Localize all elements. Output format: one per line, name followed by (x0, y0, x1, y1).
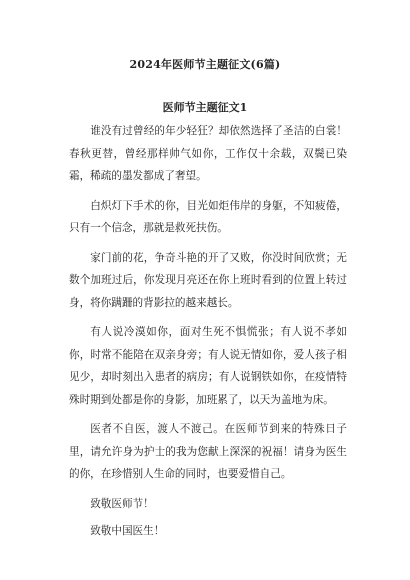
section-title: 医师节主题征文1 (162, 101, 248, 114)
closing-line: 致敬中国医生！ (90, 525, 165, 537)
closing-line: 致敬医师节！ (90, 497, 154, 510)
document-title: 2024年医师节主题征文(6篇) (129, 58, 281, 71)
essay-paragraph: 医者不自医，渡人不渡己。在医师节到来的特殊日子里，请允许身为护士的我为您献上深深的祝福！请身为医生的你，在珍惜别人生命的同时，也要爱惜自己。 (69, 423, 347, 480)
essay-paragraph: 家门前的花，争奇斗艳的开了又败，你没时间欣赏；无数个加班过后，你发现月亮还在你上班时看到的位置上转过身，将你蹒跚的背影拉的越来越长。 (69, 251, 347, 309)
essay-paragraph: 谁没有过曾经的年少轻狂？却依然选择了圣洁的白裳！春秋更替，曾经那样帅气如你，工作仅十余载，双鬓已染霜，稀疏的墨发都成了奢望。 (69, 125, 347, 182)
essay-body (69, 120, 347, 548)
essay-paragraph: 有人说冷漠如你，面对生死不惧慌张；有人说不孝如你，时常不能陪在双亲身旁；有人说无情如你，爱人孩子相见少，却时刻出入患者的病房；有人说钢铁如你，在疫情特殊时期到处都是你的身影，加班累了，以天为盖地为床。 (69, 326, 347, 406)
essay-paragraph: 白炽灯下手术的你，目光如炬伟岸的身躯，不知疲倦，只有一个信念，那就是救死扶伤。 (69, 199, 347, 234)
